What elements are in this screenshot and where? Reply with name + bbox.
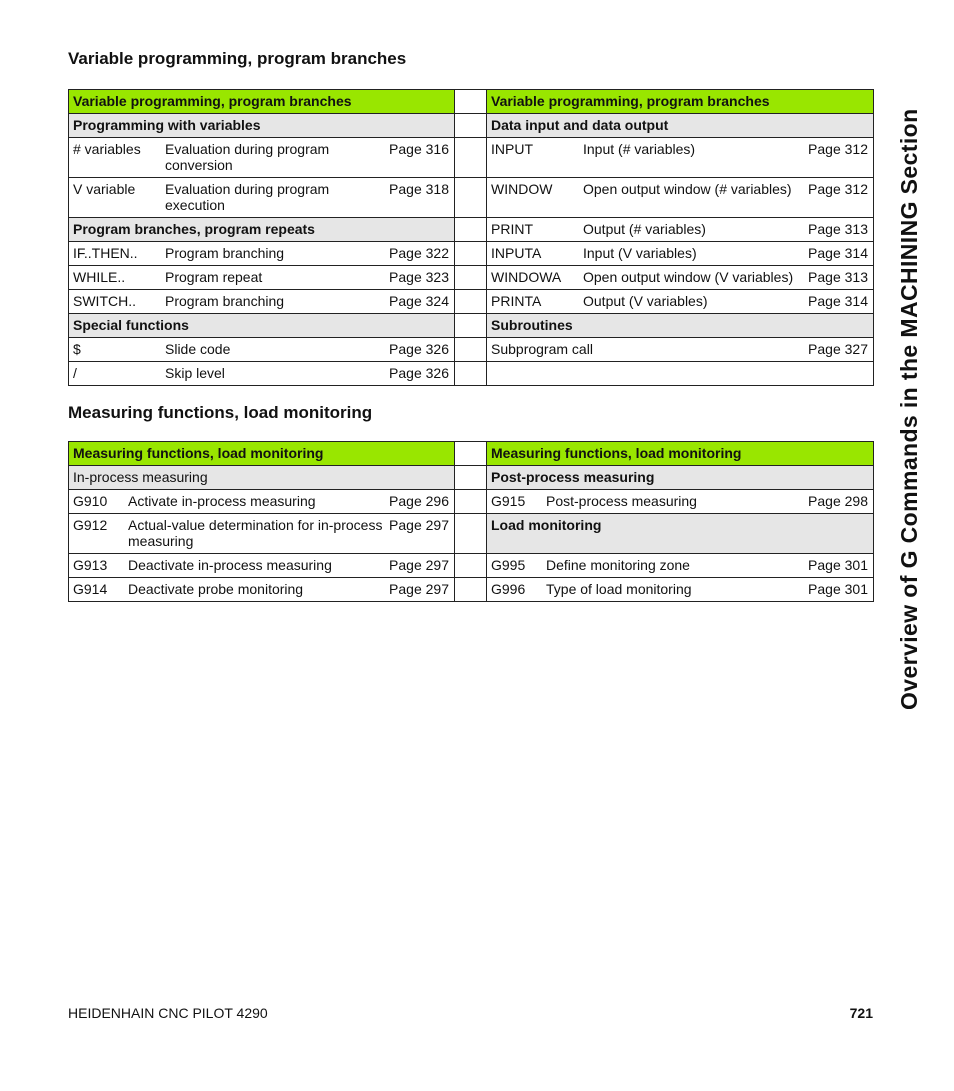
subheader-subroutines: Subroutines	[487, 314, 874, 338]
page-reference: Page 301	[808, 581, 868, 597]
page-reference: Page 297	[389, 581, 449, 597]
command-name: G915	[491, 493, 526, 509]
subheader-program-branches: Program branches, program repeats	[69, 218, 455, 242]
subheader-row	[69, 314, 874, 338]
page-reference: Page 314	[808, 293, 868, 309]
command-name: # variables	[73, 141, 141, 157]
command-description: Skip level	[165, 365, 225, 381]
table-row	[69, 178, 874, 218]
command-name: G995	[491, 557, 526, 573]
command-name: SWITCH..	[73, 293, 136, 309]
page-reference: Page 326	[389, 341, 449, 357]
subheader-data-input-output: Data input and data output	[487, 114, 874, 138]
subheader-special-functions: Special functions	[69, 314, 455, 338]
command-name: INPUT	[491, 141, 533, 157]
section-title-variable-programming: Variable programming, program branches	[68, 49, 407, 68]
page-number: 721	[849, 1005, 873, 1021]
command-description: Output (V variables)	[583, 293, 708, 309]
table-header-left: Variable programming, program branches	[69, 90, 455, 114]
command-description: Input (V variables)	[583, 245, 697, 261]
table-row	[69, 554, 874, 578]
command-description: Subprogram call	[491, 341, 593, 357]
command-description: Open output window (# variables)	[583, 181, 792, 197]
subheader-post-process-measuring: Post-process measuring	[487, 466, 874, 490]
command-name: /	[73, 365, 77, 381]
subheader-row	[69, 114, 874, 138]
command-description: Post-process measuring	[546, 493, 697, 509]
command-name: INPUTA	[491, 245, 542, 261]
page-reference: Page 301	[808, 557, 868, 573]
command-description: Output (# variables)	[583, 221, 706, 237]
command-name: V variable	[73, 181, 136, 197]
page-reference: Page 318	[389, 181, 449, 197]
table-header-right: Variable programming, program branches	[487, 90, 874, 114]
page-reference: Page 296	[389, 493, 449, 509]
page-reference: Page 312	[808, 181, 868, 197]
table-header-row	[69, 442, 874, 466]
page-reference: Page 312	[808, 141, 868, 157]
chapter-sidebar-title: Overview of G Commands in the MACHINING Section	[896, 108, 922, 710]
table-header-row	[69, 90, 874, 114]
command-name: WINDOWA	[491, 269, 562, 285]
page-reference: Page 314	[808, 245, 868, 261]
page-reference: Page 297	[389, 517, 449, 533]
empty-cell	[487, 362, 874, 386]
command-description: Program repeat	[165, 269, 263, 285]
command-name: WHILE..	[73, 269, 126, 285]
command-name: $	[73, 341, 81, 357]
command-name: PRINTA	[491, 293, 542, 309]
subheader-in-process-measuring: In-process measuring	[69, 466, 455, 490]
page-reference: Page 297	[389, 557, 449, 573]
page-reference: Page 326	[389, 365, 449, 381]
command-description: Deactivate in-process measuring	[128, 557, 332, 573]
page-reference: Page 324	[389, 293, 449, 309]
subheader-programming-with-variables: Programming with variables	[69, 114, 455, 138]
table-row	[69, 266, 874, 290]
table-row	[69, 362, 874, 386]
command-name: G912	[73, 517, 108, 533]
page-reference: Page 323	[389, 269, 449, 285]
table-row	[69, 242, 874, 266]
command-name: PRINT	[491, 221, 533, 237]
command-description: Evaluation during program conversion	[165, 141, 330, 173]
command-description: Evaluation during program execution	[165, 181, 330, 213]
table-row	[69, 514, 874, 554]
page-reference: Page 316	[389, 141, 449, 157]
command-name: G996	[491, 581, 526, 597]
table-header-left: Measuring functions, load monitoring	[69, 442, 455, 466]
command-description: Type of load monitoring	[546, 581, 692, 597]
command-description: Open output window (V variables)	[583, 269, 794, 285]
table-row	[69, 578, 874, 602]
subheader-row	[69, 466, 874, 490]
command-description: Actual-value determination for in-process measuring	[128, 517, 383, 549]
command-description: Program branching	[165, 245, 285, 261]
command-description: Input (# variables)	[583, 141, 696, 157]
page-reference: Page 313	[808, 221, 868, 237]
table-header-right: Measuring functions, load monitoring	[487, 442, 874, 466]
command-name: IF..THEN..	[73, 245, 138, 261]
command-name: G910	[73, 493, 108, 509]
command-description: Activate in-process measuring	[128, 493, 316, 509]
table-row	[69, 490, 874, 514]
subheader-load-monitoring: Load monitoring	[487, 514, 874, 554]
page-reference: Page 327	[808, 341, 868, 357]
table-row	[69, 218, 874, 242]
command-description: Define monitoring zone	[546, 557, 690, 573]
footer-product-name: HEIDENHAIN CNC PILOT 4290	[68, 1005, 268, 1021]
page-reference: Page 298	[808, 493, 868, 509]
command-description: Deactivate probe monitoring	[128, 581, 304, 597]
page-reference: Page 313	[808, 269, 868, 285]
page-reference: Page 322	[389, 245, 449, 261]
variable-programming-table	[68, 89, 874, 386]
command-description: Program branching	[165, 293, 285, 309]
command-name: G914	[73, 581, 108, 597]
table-row	[69, 338, 874, 362]
measuring-functions-table	[68, 441, 874, 602]
table-row	[69, 290, 874, 314]
section-title-measuring-functions: Measuring functions, load monitoring	[68, 403, 373, 422]
command-name: G913	[73, 557, 108, 573]
command-description: Slide code	[165, 341, 231, 357]
command-name: WINDOW	[491, 181, 553, 197]
table-row	[69, 138, 874, 178]
